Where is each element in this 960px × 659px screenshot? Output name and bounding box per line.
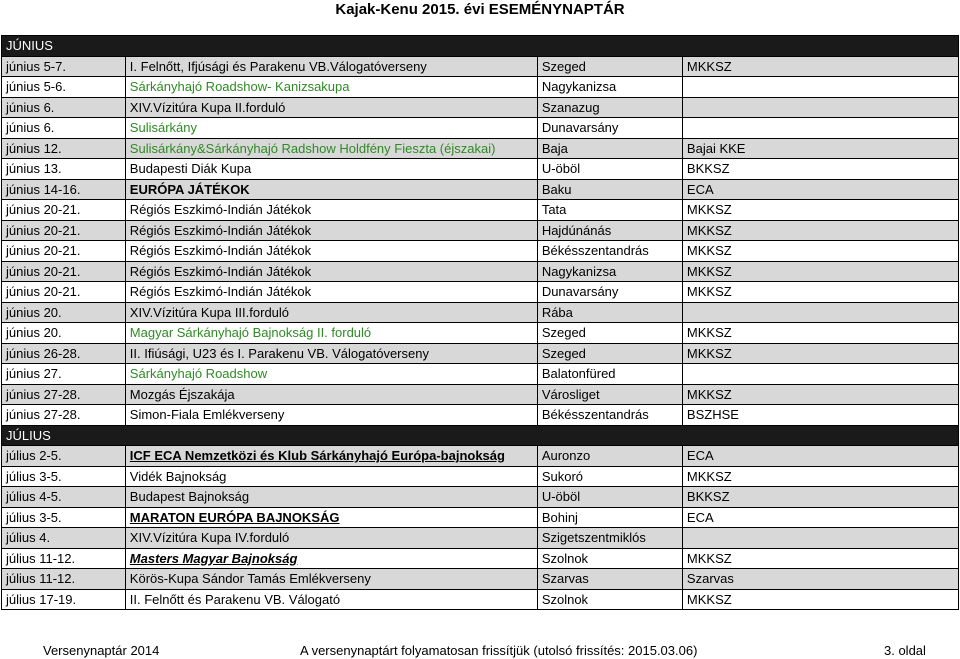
event-row [2,548,959,569]
event-organizer: MKKSZ [682,466,958,487]
event-place: Szarvas [537,569,682,590]
event-name: Sárkányhajó Roadshow [125,364,537,385]
event-date: június 6. [2,97,126,118]
event-place: Hajdúnánás [537,220,682,241]
event-name: Régiós Eszkimó-Indián Játékok [125,282,537,303]
event-place: Szolnok [537,589,682,610]
event-name: Vidék Bajnokság [125,466,537,487]
event-date: július 4-5. [2,487,126,508]
event-name: Régiós Eszkimó-Indián Játékok [125,261,537,282]
event-place: Sukoró [537,466,682,487]
event-organizer [682,97,958,118]
event-place: Bohinj [537,507,682,528]
event-row [2,343,959,364]
event-organizer: MKKSZ [682,241,958,262]
event-name: Budapesti Diák Kupa [125,159,537,180]
event-date: július 2-5. [2,446,126,467]
event-row [2,77,959,98]
event-name: Masters Magyar Bajnokság [125,548,537,569]
event-date: június 27-28. [2,384,126,405]
event-organizer: MKKSZ [682,56,958,77]
event-row [2,159,959,180]
event-organizer [682,118,958,139]
event-row [2,302,959,323]
event-name: II. Ifiúsági, U23 és I. Parakenu VB. Válogatóverseny [125,343,537,364]
event-date: július 17-19. [2,589,126,610]
event-date: június 26-28. [2,343,126,364]
event-row [2,261,959,282]
section-header [2,36,959,57]
event-name: I. Felnőtt, Ifjúsági és Parakenu VB.Válogatóverseny [125,56,537,77]
event-row [2,466,959,487]
event-date: június 5-7. [2,56,126,77]
event-row [2,364,959,385]
event-row [2,118,959,139]
event-date: június 13. [2,159,126,180]
event-row [2,487,959,508]
event-name: Régiós Eszkimó-Indián Játékok [125,200,537,221]
event-place: Baja [537,138,682,159]
event-name: ICF ECA Nemzetközi és Klub Sárkányhajó Európa-bajnokság [125,446,537,467]
event-name: Simon-Fiala Emlékverseny [125,405,537,426]
event-place: Szanazug [537,97,682,118]
event-organizer: BKKSZ [682,487,958,508]
event-row [2,589,959,610]
page-footer [0,643,960,659]
event-organizer [682,364,958,385]
event-place: Szolnok [537,548,682,569]
footer-center: A versenynaptárt folyamatosan frissítjük (utolsó frissítés: 2015.03.06) [300,643,698,658]
section-month-label: JÚLIUS [2,425,959,446]
event-place: Szeged [537,323,682,344]
event-date: július 11-12. [2,569,126,590]
event-organizer: ECA [682,507,958,528]
event-calendar-table [1,35,959,610]
page-title: Kajak-Kenu 2015. évi ESEMÉNYNAPTÁR [335,1,625,18]
event-date: június 20. [2,302,126,323]
event-place: Rába [537,302,682,323]
event-row [2,241,959,262]
event-date: június 20-21. [2,282,126,303]
event-row [2,528,959,549]
event-row [2,200,959,221]
event-name: XIV.Vízitúra Kupa III.forduló [125,302,537,323]
event-date: június 20-21. [2,200,126,221]
event-name: Mozgás Éjszakája [125,384,537,405]
event-row [2,56,959,77]
event-row [2,569,959,590]
event-place: Dunavarsány [537,282,682,303]
event-name: Budapest Bajnokság [125,487,537,508]
event-organizer: MKKSZ [682,343,958,364]
event-name: XIV.Vízitúra Kupa II.forduló [125,97,537,118]
event-date: június 27-28. [2,405,126,426]
event-date: június 6. [2,118,126,139]
event-place: Tata [537,200,682,221]
event-organizer: ECA [682,446,958,467]
event-place: Auronzo [537,446,682,467]
event-organizer: MKKSZ [682,261,958,282]
section-month-label: JÚNIUS [2,36,959,57]
event-date: június 12. [2,138,126,159]
section-header [2,425,959,446]
event-date: június 20-21. [2,261,126,282]
event-row [2,405,959,426]
event-organizer: MKKSZ [682,220,958,241]
event-place: Nagykanizsa [537,77,682,98]
event-organizer: ECA [682,179,958,200]
event-name: EURÓPA JÁTÉKOK [125,179,537,200]
event-name: MARATON EURÓPA BAJNOKSÁG [125,507,537,528]
event-date: július 11-12. [2,548,126,569]
footer-left: Versenynaptár 2014 [43,643,160,658]
event-name: II. Felnőtt és Parakenu VB. Válogató [125,589,537,610]
event-organizer [682,77,958,98]
event-organizer [682,302,958,323]
event-row [2,282,959,303]
event-name: Sárkányhajó Roadshow- Kanizsakupa [125,77,537,98]
footer-page-number: 3. oldal [884,643,926,658]
event-organizer: BKKSZ [682,159,958,180]
event-date: július 4. [2,528,126,549]
event-organizer: MKKSZ [682,323,958,344]
event-row [2,323,959,344]
event-name: Sulisárkány&Sárkányhajó Radshow Holdfény Fieszta (éjszakai) [125,138,537,159]
event-place: Szigetszentmiklós [537,528,682,549]
event-place: Baku [537,179,682,200]
event-name: Régiós Eszkimó-Indián Játékok [125,241,537,262]
event-organizer: MKKSZ [682,200,958,221]
event-organizer: MKKSZ [682,548,958,569]
event-date: június 27. [2,364,126,385]
event-date: július 3-5. [2,507,126,528]
event-place: Városliget [537,384,682,405]
event-place: Balatonfüred [537,364,682,385]
event-date: június 20. [2,323,126,344]
event-row [2,507,959,528]
event-name: Régiós Eszkimó-Indián Játékok [125,220,537,241]
event-organizer [682,528,958,549]
event-date: július 3-5. [2,466,126,487]
event-date: június 20-21. [2,220,126,241]
event-place: Békésszentandrás [537,241,682,262]
event-place: Szeged [537,56,682,77]
event-row [2,220,959,241]
event-row [2,138,959,159]
event-row [2,97,959,118]
event-place: Szeged [537,343,682,364]
event-date: június 20-21. [2,241,126,262]
event-name: Magyar Sárkányhajó Bajnokság II. forduló [125,323,537,344]
event-row [2,446,959,467]
event-row [2,179,959,200]
event-date: június 14-16. [2,179,126,200]
event-name: Sulisárkány [125,118,537,139]
event-row [2,384,959,405]
event-place: Békésszentandrás [537,405,682,426]
event-organizer: MKKSZ [682,384,958,405]
event-place: U-öböl [537,487,682,508]
event-date: június 5-6. [2,77,126,98]
event-place: U-öböl [537,159,682,180]
event-place: Nagykanizsa [537,261,682,282]
event-organizer: BSZHSE [682,405,958,426]
event-name: Körös-Kupa Sándor Tamás Emlékverseny [125,569,537,590]
event-name: XIV.Vízitúra Kupa IV.forduló [125,528,537,549]
event-organizer: MKKSZ [682,282,958,303]
event-place: Dunavarsány [537,118,682,139]
event-organizer: Szarvas [682,569,958,590]
event-organizer: Bajai KKE [682,138,958,159]
event-organizer: MKKSZ [682,589,958,610]
